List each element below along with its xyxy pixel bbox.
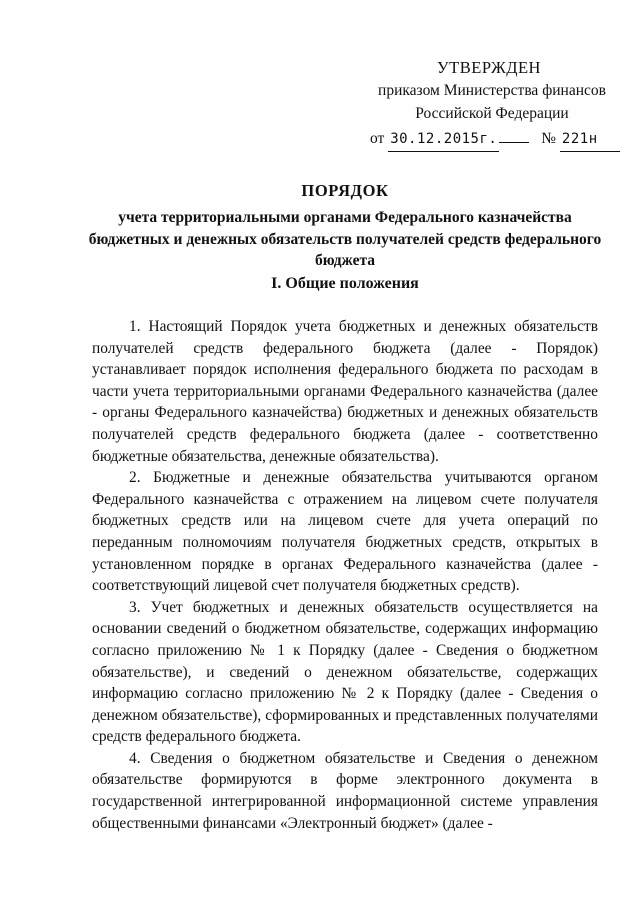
document-title-main: ПОРЯДОК <box>301 181 389 200</box>
paragraph-2: 2. Бюджетные и денежные обязательства учитываются органом Федерального казначейства с отражением на лицевом счете получателя бюджетных средств или на лицевом счете для учета операций по переданным полномочиям получателя бюджетных средств, открытых в установленном порядке в органах Федерального казначейства (далее - соответствующий лицевой счет получателя бюджетных средств). <box>92 469 598 595</box>
approval-block <box>372 56 612 152</box>
number-prefix: № <box>541 130 557 147</box>
paragraph-4: 4. Сведения о бюджетном обязательстве и Сведения о денежном обязательстве формируются в форме электронного документа в государственной интегрированной информационной системе управления общественными финансами «Электронный бюджет» (далее - <box>92 749 598 832</box>
paragraph-3: 3. Учет бюджетных и денежных обязательств осуществляется на основании сведений о бюджетном обязательстве, содержащих информацию согласно приложению № 1 к Порядку (далее - Сведения о бюджетном обязательстве), и сведений о денежном обязательстве, содержащих информацию согласно приложению № 2 к Порядку (далее - Сведения о денежном обязательстве), сформированных и представленных получателями средств федерального бюджета. <box>92 598 598 746</box>
approval-date-line <box>370 127 612 152</box>
section-heading: I. Общие положения <box>271 275 419 292</box>
approval-date: 30.12.2015г. <box>388 128 499 152</box>
date-underline <box>499 142 529 143</box>
approval-line-ministry: приказом Министерства финансов <box>378 82 606 99</box>
document-body <box>92 316 598 834</box>
approval-number: 221н <box>560 128 620 152</box>
paragraph-1: 1. Настоящий Порядок учета бюджетных и денежных обязательств получателей средств федерального бюджета (далее - Порядок) устанавливает порядок исполнения федерального бюджета по расходам в части учета территориальными органами Федерального казначейства (далее - органы Федерального казначейства) бюджетных и денежных обязательств получателей средств федерального бюджета (далее - соответственно бюджетные обязательства, денежные обязательства). <box>92 318 598 465</box>
approval-line-federation: Российской Федерации <box>415 105 569 122</box>
approval-title: УТВЕРЖДЕН <box>437 58 541 77</box>
document-title <box>85 178 605 272</box>
document-title-subtitle: учета территориальными органами Федерального казначейства бюджетных и денежных обязательств получателей средств федерального бюджета <box>88 209 602 269</box>
date-prefix: от <box>370 130 385 147</box>
